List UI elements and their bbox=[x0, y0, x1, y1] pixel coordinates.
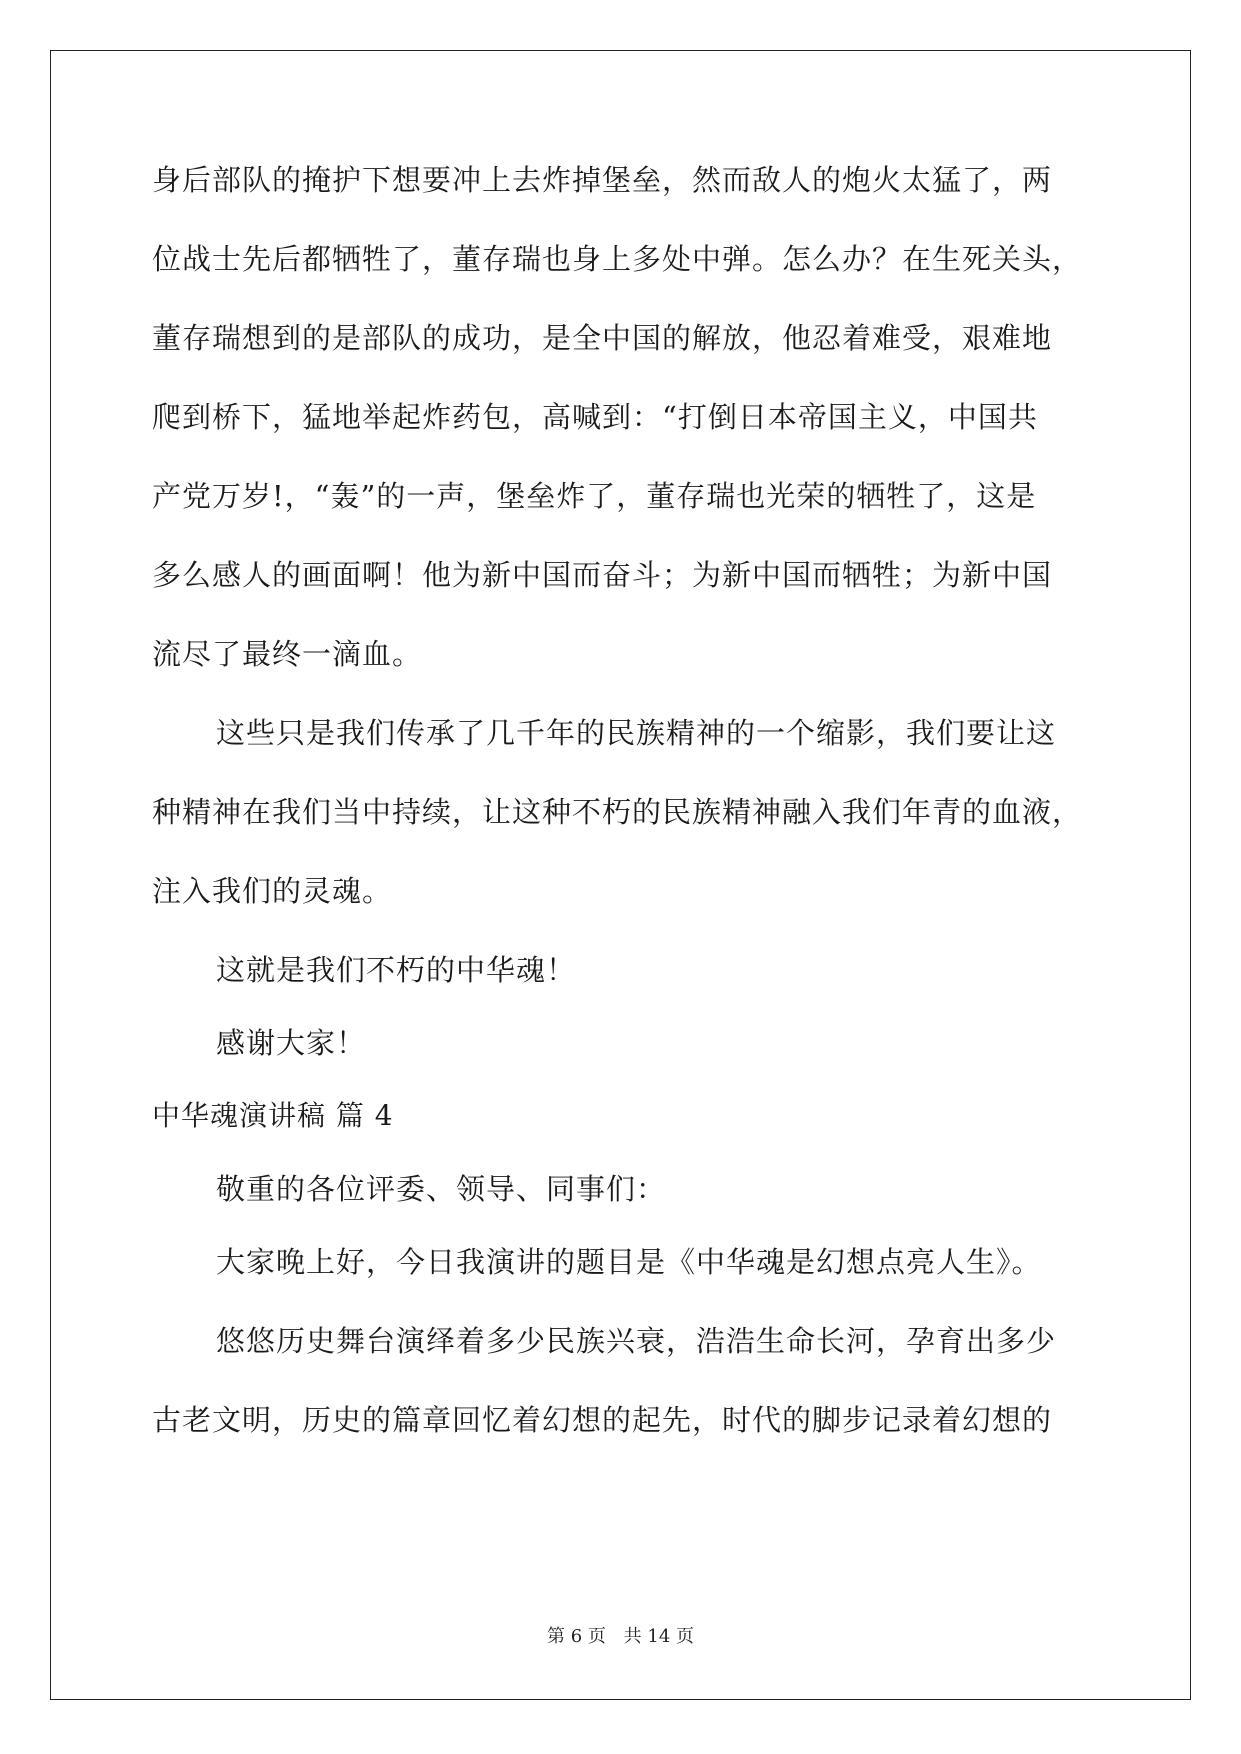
text-line: 位战士先后都牺牲了，董存瑞也身上多处中弹。怎么办？在生死关头， bbox=[152, 242, 1083, 276]
text-line: 产党万岁!，“轰”的一声，堡垒炸了，董存瑞也光荣的牺牲了，这是 bbox=[152, 479, 1037, 513]
page-number: 第 6 页 bbox=[547, 1626, 606, 1647]
text-line: 注入我们的灵魂。 bbox=[152, 874, 393, 908]
section-heading: 中华魂演讲稿 篇 4 bbox=[152, 1099, 394, 1132]
text-line: 身后部队的掩护下想要冲上去炸掉堡垒，然而敌人的炮火太猛了，两 bbox=[152, 163, 1053, 197]
text-line: 董存瑞想到的是部队的成功，是全中国的解放，他忍着难受，艰难地 bbox=[152, 321, 1053, 355]
text-line: 多么感人的画面啊！他为新中国而奋斗；为新中国而牺牲；为新中国 bbox=[152, 558, 1053, 592]
text-line: 种精神在我们当中持续，让这种不朽的民族精神融入我们年青的血液， bbox=[152, 795, 1083, 829]
text-line: 爬到桥下，猛地举起炸药包，高喊到：“打倒日本帝国主义，中国共 bbox=[152, 400, 1038, 434]
paragraph-start-line: 悠悠历史舞台演绎着多少民族兴衰，浩浩生命长河，孕育出多少 bbox=[216, 1324, 1057, 1358]
document-body bbox=[152, 158, 1092, 1477]
text-line: 流尽了最终一滴血。 bbox=[152, 637, 423, 671]
page-footer bbox=[0, 1622, 1241, 1648]
text-line: 古老文明，历史的篇章回忆着幻想的起先，时代的脚步记录着幻想的 bbox=[152, 1403, 1053, 1437]
thanks-line: 感谢大家！ bbox=[216, 1026, 367, 1060]
paragraph-start-line: 这些只是我们传承了几千年的民族精神的一个缩影，我们要让这 bbox=[216, 716, 1057, 750]
greeting-line: 大家晚上好，今日我演讲的题目是《中华魂是幻想点亮人生》。 bbox=[216, 1245, 1042, 1279]
closing-line: 这就是我们不朽的中华魂！ bbox=[216, 953, 577, 987]
salutation-line: 敬重的各位评委、领导、同事们： bbox=[216, 1172, 667, 1206]
page-total: 共 14 页 bbox=[623, 1626, 694, 1647]
